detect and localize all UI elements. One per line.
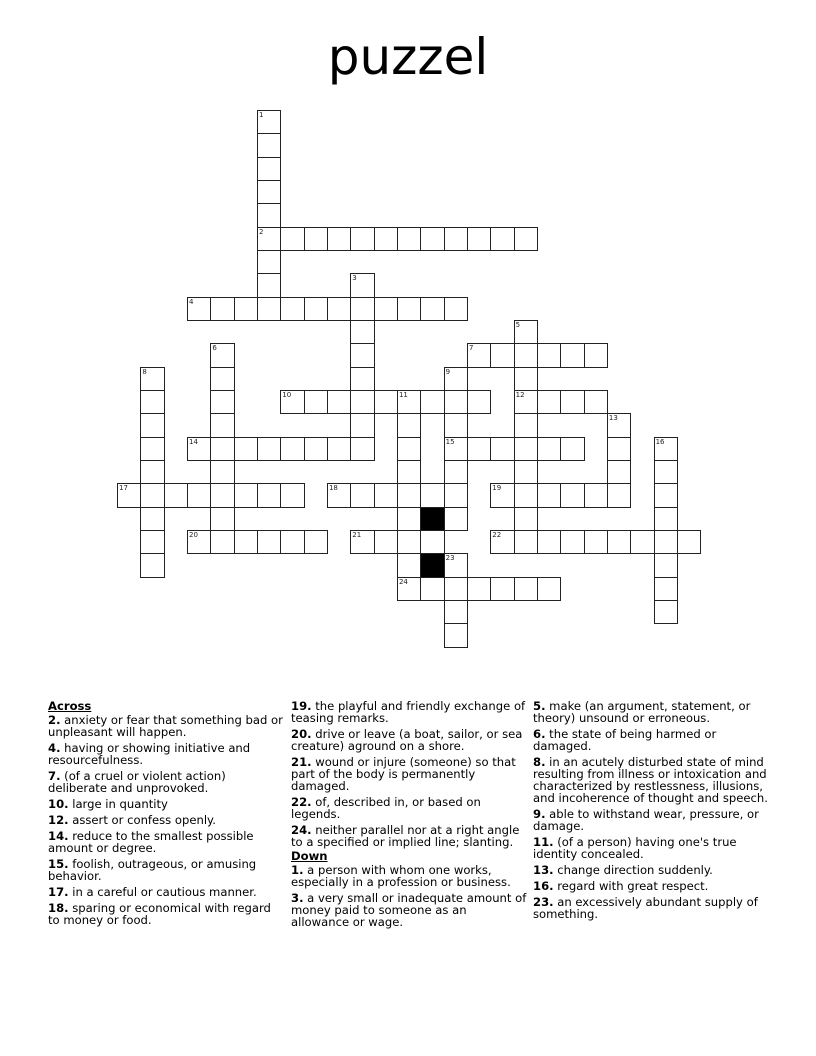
grid-cell[interactable] [257,227,281,251]
grid-cell[interactable] [607,437,631,461]
grid-cell[interactable] [607,460,631,484]
grid-cell[interactable] [444,437,468,461]
grid-cell[interactable] [420,227,444,251]
grid-cell[interactable] [420,483,444,507]
grid-cell[interactable] [257,483,281,507]
grid-cell[interactable] [280,297,304,321]
grid-cell[interactable] [210,297,234,321]
grid-cell[interactable] [537,577,561,601]
grid-cell[interactable] [420,297,444,321]
clue-number: 12 [515,390,525,399]
clue-across-21: 21. wound or injure (someone) so that part of the body is permanently damaged. [291,755,516,793]
grid-cell[interactable] [514,413,538,437]
grid-cell[interactable] [537,390,561,414]
grid-cell[interactable] [467,343,491,367]
grid-cell[interactable] [654,553,678,577]
across-header: Across [48,699,92,713]
grid-cell[interactable] [257,250,281,274]
grid-cell[interactable] [304,390,328,414]
grid-cell[interactable] [444,460,468,484]
grid-cell[interactable] [514,367,538,391]
grid-cell[interactable] [210,343,234,367]
grid-cell[interactable] [280,483,304,507]
grid-cell[interactable] [397,437,421,461]
grid-cell[interactable] [257,133,281,157]
grid-cell[interactable] [654,530,678,554]
clue-down-13: 13. change direction suddenly. [533,863,713,877]
grid-cell[interactable] [560,483,584,507]
grid-cell[interactable] [210,530,234,554]
clue-down-6: 6. the state of being harmed or damaged. [533,727,717,753]
grid-cell[interactable] [514,320,538,344]
down-header: Down [291,849,328,863]
grid-cell[interactable] [280,227,304,251]
grid-cell[interactable] [397,507,421,531]
grid-cell[interactable] [280,530,304,554]
grid-cell[interactable] [350,297,374,321]
grid-cell[interactable] [187,530,211,554]
grid-cell[interactable] [444,577,468,601]
clue-number: 6 [212,344,217,353]
clue-number: 7 [468,344,474,353]
grid-cell[interactable] [257,273,281,297]
clue-number: 16 [655,437,665,446]
clue-number: 8 [142,367,147,376]
grid-cell[interactable] [304,530,328,554]
grid-cell[interactable] [374,390,398,414]
grid-cell[interactable] [210,483,234,507]
grid-cell[interactable] [140,437,164,461]
grid-cell[interactable] [234,483,258,507]
grid-cell[interactable] [444,623,468,647]
black-cell [420,507,444,531]
grid-cell[interactable] [327,390,351,414]
grid-cell[interactable] [164,483,188,507]
grid-cell[interactable] [117,483,141,507]
grid-cell[interactable] [210,460,234,484]
grid-cell[interactable] [257,530,281,554]
grid-cell[interactable] [560,530,584,554]
grid-cell[interactable] [560,390,584,414]
clue-across-20: 20. drive or leave (a boat, sailor, or sea creature) aground on a shore. [291,727,523,753]
grid-cell[interactable] [654,460,678,484]
grid-cell[interactable] [210,367,234,391]
grid-cell[interactable] [397,553,421,577]
grid-cell[interactable] [304,297,328,321]
clue-number: 23 [445,554,455,563]
grid-cell[interactable] [584,343,608,367]
grid-cell[interactable] [350,273,374,297]
clue-number: 20 [188,530,198,539]
grid-cell[interactable] [654,507,678,531]
grid-cell[interactable] [140,553,164,577]
grid-cell[interactable] [397,483,421,507]
grid-cell[interactable] [350,343,374,367]
grid-cell[interactable] [257,297,281,321]
grid-cell[interactable] [444,483,468,507]
grid-cell[interactable] [234,437,258,461]
grid-cell[interactable] [607,413,631,437]
clue-number: 22 [492,530,502,539]
grid-cell[interactable] [467,577,491,601]
grid-cell[interactable] [514,507,538,531]
grid-cell[interactable] [350,367,374,391]
clue-across-4: 4. having or showing initiative and resourcefulness. [48,741,251,767]
grid-cell[interactable] [444,507,468,531]
grid-cell[interactable] [397,577,421,601]
grid-cell[interactable] [374,483,398,507]
clue-down-11: 11. (of a person) having one's true identity concealed. [533,835,737,861]
grid-cell[interactable] [467,437,491,461]
grid-cell[interactable] [397,227,421,251]
grid-cell[interactable] [140,413,164,437]
grid-cell[interactable] [514,460,538,484]
grid-cell[interactable] [304,437,328,461]
grid-cell[interactable] [467,390,491,414]
grid-cell[interactable] [280,437,304,461]
grid-cell[interactable] [397,297,421,321]
grid-cell[interactable] [140,483,164,507]
clue-across-18: 18. sparing or economical with regard to money or food. [48,901,271,927]
clue-number: 3 [352,274,357,283]
grid-cell[interactable] [490,577,514,601]
grid-cell[interactable] [210,413,234,437]
grid-cell[interactable] [607,483,631,507]
grid-cell[interactable] [654,577,678,601]
clue-number: 17 [119,484,128,493]
grid-cell[interactable] [327,227,351,251]
grid-cell[interactable] [654,600,678,624]
grid-cell[interactable] [677,530,701,554]
grid-cell[interactable] [140,390,164,414]
clues-column-3 [533,700,769,924]
clue-down-5: 5. make (an argument, statement, or theory) unsound or erroneous. [533,699,751,725]
clues-column-2 [291,700,527,932]
grid-cell[interactable] [444,297,468,321]
grid-cell[interactable] [374,530,398,554]
grid-cell[interactable] [350,437,374,461]
grid-cell[interactable] [257,180,281,204]
grid-cell[interactable] [140,460,164,484]
clue-down-1: 1. a person with whom one works, especially in a profession or business. [291,863,511,889]
grid-cell[interactable] [350,483,374,507]
grid-cell[interactable] [514,390,538,414]
grid-cell[interactable] [374,227,398,251]
clue-number: 1 [258,111,264,119]
clue-across-12: 12. assert or confess openly. [48,813,216,827]
grid-cell[interactable] [584,483,608,507]
grid-cell[interactable] [584,530,608,554]
grid-cell[interactable] [537,483,561,507]
grid-cell[interactable] [140,530,164,554]
clue-number: 15 [445,437,455,446]
grid-cell[interactable] [257,110,281,134]
clue-across-2: 2. anxiety or fear that something bad or unpleasant will happen. [48,713,283,739]
grid-cell[interactable] [537,437,561,461]
clue-down-9: 9. able to withstand wear, pressure, or damage. [533,807,759,833]
grid-cell[interactable] [350,320,374,344]
clue-across-10: 10. large in quantity [48,797,168,811]
grid-cell[interactable] [257,203,281,227]
grid-cell[interactable] [490,483,514,507]
grid-cell[interactable] [350,530,374,554]
grid-cell[interactable] [397,413,421,437]
grid-cell[interactable] [350,390,374,414]
grid-cell[interactable] [397,530,421,554]
grid-cell[interactable] [234,297,258,321]
grid-cell[interactable] [210,507,234,531]
clue-down-16: 16. regard with great respect. [533,879,709,893]
grid-cell[interactable] [304,227,328,251]
grid-cell[interactable] [187,437,211,461]
grid-cell[interactable] [327,297,351,321]
grid-cell[interactable] [630,530,654,554]
black-cell [420,553,444,577]
grid-cell[interactable] [584,390,608,414]
grid-cell[interactable] [654,437,678,461]
grid-cell[interactable] [420,530,444,554]
puzzle-title: puzzel [327,28,489,86]
grid-cell[interactable] [397,460,421,484]
grid-cell[interactable] [420,577,444,601]
clue-number: 13 [608,414,618,423]
grid-cell[interactable] [514,577,538,601]
grid-cell[interactable] [514,530,538,554]
grid-cell[interactable] [444,367,468,391]
grid-cell[interactable] [234,530,258,554]
clue-number: 24 [398,577,408,586]
grid-cell[interactable] [444,553,468,577]
grid-cell[interactable] [537,343,561,367]
clue-down-3: 3. a very small or inadequate amount of money paid to someone as an allowance or wage. [291,891,527,929]
grid-cell[interactable] [210,437,234,461]
grid-cell[interactable] [257,157,281,181]
clue-number: 9 [445,367,451,376]
clue-down-23: 23. an excessively abundant supply of something. [533,895,758,921]
grid-cell[interactable] [187,297,211,321]
grid-cell[interactable] [490,437,514,461]
grid-cell[interactable] [444,413,468,437]
grid-cell[interactable] [607,530,631,554]
grid-cell[interactable] [140,507,164,531]
clue-number: 4 [188,297,194,306]
clue-number: 21 [352,530,362,539]
grid-cell[interactable] [514,483,538,507]
grid-cell[interactable] [444,390,468,414]
grid-cell[interactable] [514,343,538,367]
grid-cell[interactable] [560,437,584,461]
clue-down-8: 8. in an acutely disturbed state of mind resulting from illness or intoxication and characterized by restlessness, illusions, and incoherence of thought and speech. [533,755,768,805]
clue-number: 10 [282,390,292,399]
clue-number: 18 [328,484,338,493]
grid-cell[interactable] [560,343,584,367]
clue-across-24: 24. neither parallel nor at a right angle to a specified or implied line; slanting. [291,823,520,849]
grid-cell[interactable] [327,437,351,461]
grid-cell[interactable] [280,390,304,414]
grid-cell[interactable] [444,600,468,624]
clue-number: 19 [492,484,502,493]
clue-across-15: 15. foolish, outrageous, or amusing behavior. [48,857,257,883]
grid-cell[interactable] [444,227,468,251]
grid-cell[interactable] [514,437,538,461]
grid-cell[interactable] [490,227,514,251]
grid-cell[interactable] [397,390,421,414]
clue-across-7: 7. (of a cruel or violent action) deliberate and unprovoked. [48,769,226,795]
clue-number: 5 [515,320,521,329]
grid-cell[interactable] [514,227,538,251]
grid-cell[interactable] [374,297,398,321]
grid-cell[interactable] [654,483,678,507]
grid-cell[interactable] [350,413,374,437]
grid-cell[interactable] [490,343,514,367]
clue-across-22: 22. of, described in, or based on legends. [291,795,481,821]
clue-across-14: 14. reduce to the smallest possible amount or degree. [48,829,254,855]
grid-cell[interactable] [350,227,374,251]
clue-number: 11 [398,390,408,399]
clue-number: 2 [258,227,264,236]
clue-number: 14 [188,437,198,446]
grid-cell[interactable] [257,437,281,461]
grid-cell[interactable] [420,390,444,414]
grid-cell[interactable] [490,530,514,554]
clues-column-1 [48,700,284,930]
grid-cell[interactable] [327,483,351,507]
clue-across-19: 19. the playful and friendly exchange of teasing remarks. [291,699,526,725]
grid-cell[interactable] [537,530,561,554]
grid-cell[interactable] [140,367,164,391]
grid-cell[interactable] [210,390,234,414]
clue-across-17: 17. in a careful or cautious manner. [48,885,257,899]
grid-cell[interactable] [187,483,211,507]
grid-cell[interactable] [467,227,491,251]
